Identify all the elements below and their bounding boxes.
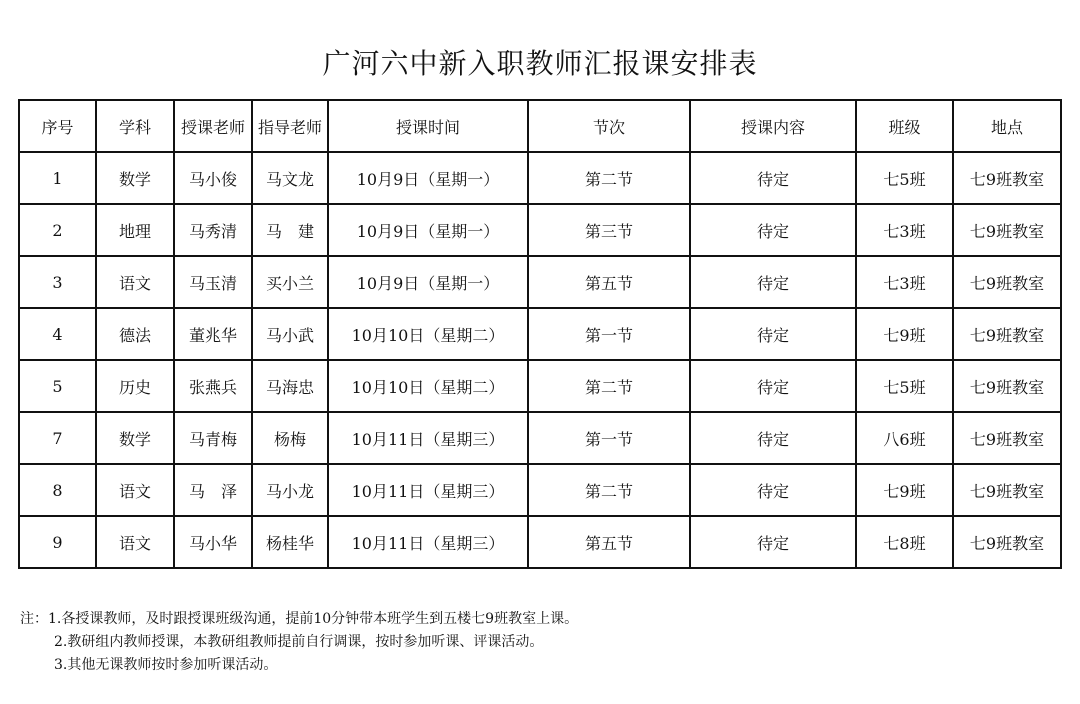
table-cell: 8 (19, 464, 96, 516)
table-cell: 数学 (96, 412, 174, 464)
note-item: 3.其他无课教师按时参加听课活动。 (54, 657, 278, 673)
table-row (19, 256, 1061, 308)
table-cell: 第五节 (528, 516, 690, 568)
table-cell: 德法 (96, 308, 174, 360)
table-row (19, 308, 1061, 360)
table-cell: 马小俊 (174, 152, 252, 204)
table-cell: 语文 (96, 464, 174, 516)
header-cell: 节次 (528, 100, 690, 152)
table-row (19, 464, 1061, 516)
table-cell: 4 (19, 308, 96, 360)
table-cell: 第一节 (528, 308, 690, 360)
table-row (19, 360, 1061, 412)
header-cell: 授课老师 (174, 100, 252, 152)
page-title: 广河六中新入职教师汇报课安排表 (322, 47, 758, 80)
table-cell: 七9班教室 (953, 256, 1061, 308)
table-cell: 张燕兵 (174, 360, 252, 412)
table-row (19, 152, 1061, 204)
table-cell: 待定 (690, 516, 856, 568)
note-item: 2.教研组内教师授课，本教研组教师提前自行调课，按时参加听课、评课活动。 (54, 634, 544, 650)
table-row (19, 412, 1061, 464)
note-line (20, 654, 578, 677)
table-cell: 待定 (690, 204, 856, 256)
header-cell: 班级 (856, 100, 953, 152)
table-cell: 7 (19, 412, 96, 464)
table-cell: 5 (19, 360, 96, 412)
table-cell: 七5班 (856, 152, 953, 204)
table-cell: 待定 (690, 256, 856, 308)
table-cell: 3 (19, 256, 96, 308)
notes-prefix: 注： (20, 611, 48, 627)
table-cell: 马玉清 (174, 256, 252, 308)
table-cell: 第二节 (528, 360, 690, 412)
table-cell: 马 建 (252, 204, 328, 256)
table-cell: 马秀清 (174, 204, 252, 256)
table-cell: 七8班 (856, 516, 953, 568)
table-cell: 地理 (96, 204, 174, 256)
header-cell: 指导老师 (252, 100, 328, 152)
header-cell: 序号 (19, 100, 96, 152)
header-cell: 学科 (96, 100, 174, 152)
table-cell: 马小武 (252, 308, 328, 360)
table-cell: 语文 (96, 256, 174, 308)
table-cell: 马青梅 (174, 412, 252, 464)
table-cell: 七9班教室 (953, 308, 1061, 360)
schedule-table (18, 99, 1062, 569)
table-cell: 马海忠 (252, 360, 328, 412)
table-cell: 10月9日（星期一） (328, 204, 528, 256)
table-cell: 语文 (96, 516, 174, 568)
note-line (20, 608, 578, 631)
table-cell: 待定 (690, 152, 856, 204)
table-cell: 马文龙 (252, 152, 328, 204)
table-cell: 待定 (690, 308, 856, 360)
notes-section (20, 608, 578, 677)
table-cell: 马小华 (174, 516, 252, 568)
table-cell: 10月11日（星期三） (328, 464, 528, 516)
table-cell: 买小兰 (252, 256, 328, 308)
table-cell: 待定 (690, 464, 856, 516)
header-cell: 地点 (953, 100, 1061, 152)
table-cell: 七9班教室 (953, 360, 1061, 412)
table-cell: 七3班 (856, 204, 953, 256)
table-cell: 杨梅 (252, 412, 328, 464)
table-cell: 1 (19, 152, 96, 204)
table-cell: 七9班教室 (953, 464, 1061, 516)
table-cell: 待定 (690, 412, 856, 464)
table-cell: 第五节 (528, 256, 690, 308)
table-cell: 10月11日（星期三） (328, 412, 528, 464)
table-cell: 10月9日（星期一） (328, 256, 528, 308)
table-cell: 第一节 (528, 412, 690, 464)
table-cell: 七9班教室 (953, 412, 1061, 464)
table-cell: 2 (19, 204, 96, 256)
table-cell: 七9班教室 (953, 204, 1061, 256)
table-cell: 七3班 (856, 256, 953, 308)
table-cell: 七5班 (856, 360, 953, 412)
table-cell: 10月10日（星期二） (328, 360, 528, 412)
table-cell: 马 泽 (174, 464, 252, 516)
table-row (19, 204, 1061, 256)
table-cell: 七9班教室 (953, 516, 1061, 568)
table-cell: 第二节 (528, 152, 690, 204)
table-row (19, 516, 1061, 568)
table-header-row (19, 100, 1061, 152)
table-cell: 杨桂华 (252, 516, 328, 568)
table-cell: 10月10日（星期二） (328, 308, 528, 360)
table-cell: 七9班 (856, 308, 953, 360)
table-cell: 七9班教室 (953, 152, 1061, 204)
table-cell: 八6班 (856, 412, 953, 464)
note-line (20, 631, 578, 654)
table-cell: 董兆华 (174, 308, 252, 360)
table-cell: 10月11日（星期三） (328, 516, 528, 568)
table-cell: 第三节 (528, 204, 690, 256)
table-cell: 马小龙 (252, 464, 328, 516)
table-cell: 历史 (96, 360, 174, 412)
note-item: 1.各授课教师，及时跟授课班级沟通，提前10分钟带本班学生到五楼七9班教室上课。 (48, 611, 579, 627)
header-cell: 授课内容 (690, 100, 856, 152)
table-cell: 10月9日（星期一） (328, 152, 528, 204)
table-cell: 七9班 (856, 464, 953, 516)
table-cell: 第二节 (528, 464, 690, 516)
table-cell: 待定 (690, 360, 856, 412)
table-cell: 9 (19, 516, 96, 568)
table-cell: 数学 (96, 152, 174, 204)
header-cell: 授课时间 (328, 100, 528, 152)
